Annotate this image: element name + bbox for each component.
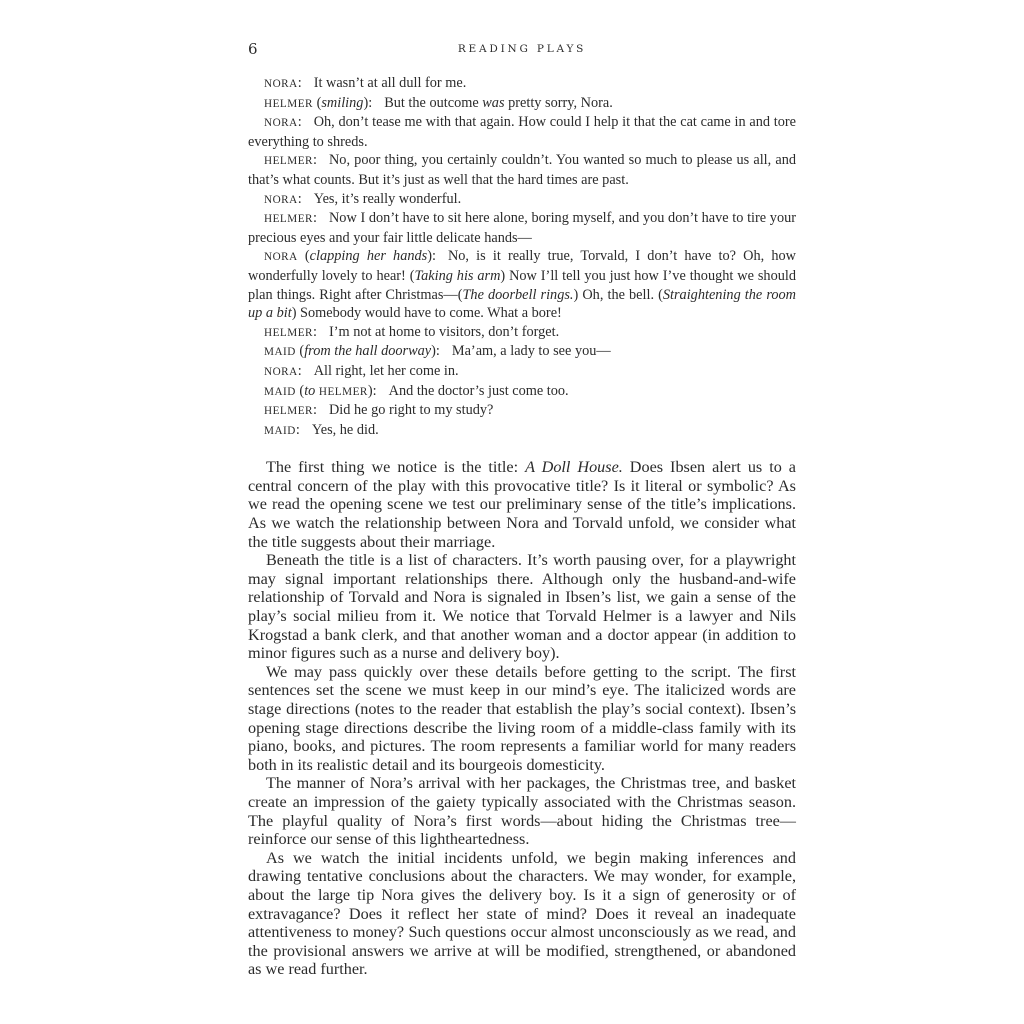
speech-line: NORA: All right, let her come in.	[264, 362, 459, 379]
speaker-name: NORA	[264, 251, 298, 264]
stage-direction: The doorbell rings.	[462, 286, 574, 303]
stage-direction: clapping her hands	[309, 248, 428, 265]
stage-direction: Straightening the room up a bit	[248, 286, 796, 322]
speaker-name: HELMER	[264, 213, 313, 226]
speech-line: HELMER: No, poor thing, you certainly couldn’t. You wanted so much to please us all, and that’s what counts. But it’s just as well that the hard times are past.	[248, 152, 796, 188]
emphasis: was	[482, 94, 505, 111]
dialogue-text: No, is it really true, Torvald, I don’t have to? Oh, how wonderfully lovely to hear! (	[248, 248, 796, 284]
paragraph: As we watch the initial incidents unfold, we begin making inferences and drawing tentative conclusions about the characters. We may wonder, for example, about the large tip Nora gives the delivery boy. Is it a sign of generosity or of extravagance? Does it reflect her state of mind? Does it reveal an inadequate attentiveness to money? Such questions occur almost unconsciously as we read, and the provisional answers we arrive at will be modified, strengthened, or abandoned as we read further.	[248, 848, 796, 979]
dialogue-text: Yes, he did.	[311, 421, 379, 438]
dialogue-text: No, poor thing, you certainly couldn’t. You wanted so much to please us all, and that’s what counts. But it’s just as well that the hard times are past.	[248, 152, 796, 188]
speaker-name: HELMER	[264, 326, 313, 339]
dialogue-text: Oh, don’t tease me with that again. How could I help it that the cat came in and tore everything to shreds.	[248, 114, 796, 150]
speaker-name: NORA	[264, 78, 298, 90]
speaker-name: NORA	[264, 193, 298, 206]
speech-line: HELMER: Did he go right to my study?	[264, 402, 494, 419]
commentary	[248, 458, 796, 979]
speaker-name: HELMER	[264, 155, 313, 168]
book-page	[248, 38, 796, 979]
speaker-name: HELMER	[264, 97, 313, 110]
speech-line: MAID (to HELMER): And the doctor’s just come too.	[264, 382, 569, 399]
paragraph: We may pass quickly over these details before getting to the script. The first sentences set the scene we must keep in our mind’s eye. The italicized words are stage directions (notes to the reader that establish the play’s social context). Ibsen’s opening stage directions describe the living room of a middle-class family with its piano, books, and pictures. The room represents a familiar world for many readers both in its realistic detail and its bourgeois domesticity.	[248, 662, 796, 774]
dialogue-text: Did he go right to my study?	[328, 402, 494, 419]
title-emphasis: A Doll House.	[525, 458, 623, 477]
speech-line: HELMER: Now I don’t have to sit here alone, boring myself, and you don’t have to tire your precious eyes and your fair little delicate hands—	[248, 210, 796, 246]
speaker-name: MAID	[264, 385, 296, 398]
stage-direction: from the hall doorway	[304, 343, 432, 360]
stage-direction: to	[304, 382, 316, 399]
stage-direction: Taking his arm	[414, 267, 501, 284]
stage-direction: smiling	[321, 94, 364, 111]
speech-line: MAID: Yes, he did.	[264, 421, 379, 438]
paragraph: The manner of Nora’s arrival with her packages, the Christmas tree, and basket create an impression of the gaiety typically associated with the Christmas season. The playful quality of Nora’s first words—about hiding the Christmas tree—reinforce our sense of this lightheartedness.	[248, 774, 796, 849]
dialogue-text: But the outcome	[384, 94, 483, 111]
speech-line: NORA (clapping her hands): No, is it really true, Torvald, I don’t have to? Oh, how wonderfully lovely to hear! (Taking his arm) Now I’ll tell you just how I’ve thought we should plan things. Right after Christmas—(The doorbell rings.) Oh, the bell. (Straightening the room up a bit) Somebody would have to come. What a bore!	[248, 248, 796, 322]
speaker-name: MAID	[264, 346, 296, 359]
page-number: 6	[248, 40, 258, 58]
speaker-name: NORA	[264, 365, 298, 378]
play-excerpt	[248, 74, 796, 440]
speech-line: NORA: It wasn’t at all dull for me.	[264, 75, 467, 91]
speech-line: NORA: Yes, it’s really wonderful.	[264, 190, 462, 207]
speaker-name: MAID	[264, 424, 296, 437]
running-title: READING PLAYS	[457, 43, 587, 55]
speech-line: NORA: Oh, don’t tease me with that again. How could I help it that the cat came in and tore everything to shreds.	[248, 114, 796, 150]
paragraph: Beneath the title is a list of characters. It’s worth pausing over, for a playwright may signal important relationships there. Although only the husband-and-wife relationship of Torvald and Nora is signaled in Ibsen’s list, we gain a sense of the play’s social milieu from it. We notice that Torvald Helmer is a lawyer and Nils Krogstad a bank clerk, and that another woman and a doctor appear (in addition to minor figures such as a nurse and delivery boy).	[248, 551, 796, 663]
dialogue-text: It wasn’t at all dull for me.	[313, 75, 467, 91]
speaker-name: NORA	[264, 117, 298, 130]
dialogue-text: I’m not at home to visitors, don’t forget.	[328, 323, 560, 340]
paragraph: The first thing we notice is the title: A Doll House. Does Ibsen alert us to a central concern of the play with this provocative title? Is it literal or symbolic? As we read the opening scene we test our preliminary sense of the title’s implications. As we watch the relationship between Nora and Torvald unfold, we consider what the title suggests about their marriage.	[248, 458, 796, 551]
speech-line: MAID (from the hall doorway): Ma’am, a lady to see you—	[264, 343, 611, 360]
dialogue-text: And the doctor’s just come too.	[388, 382, 569, 399]
dialogue-text: Ma’am, a lady to see you—	[451, 343, 611, 360]
speaker-name: HELMER	[318, 385, 368, 398]
speech-line: HELMER (smiling): But the outcome was pretty sorry, Nora.	[264, 94, 613, 111]
dialogue-text: All right, let her come in.	[313, 362, 459, 379]
speaker-name: HELMER	[264, 405, 313, 418]
dialogue-text: Yes, it’s really wonderful.	[313, 190, 462, 207]
speech-line: HELMER: I’m not at home to visitors, don’t forget.	[264, 323, 560, 340]
dialogue-text: Now I don’t have to sit here alone, boring myself, and you don’t have to tire your precious eyes and your fair little delicate hands—	[248, 210, 796, 246]
running-head	[248, 38, 796, 64]
